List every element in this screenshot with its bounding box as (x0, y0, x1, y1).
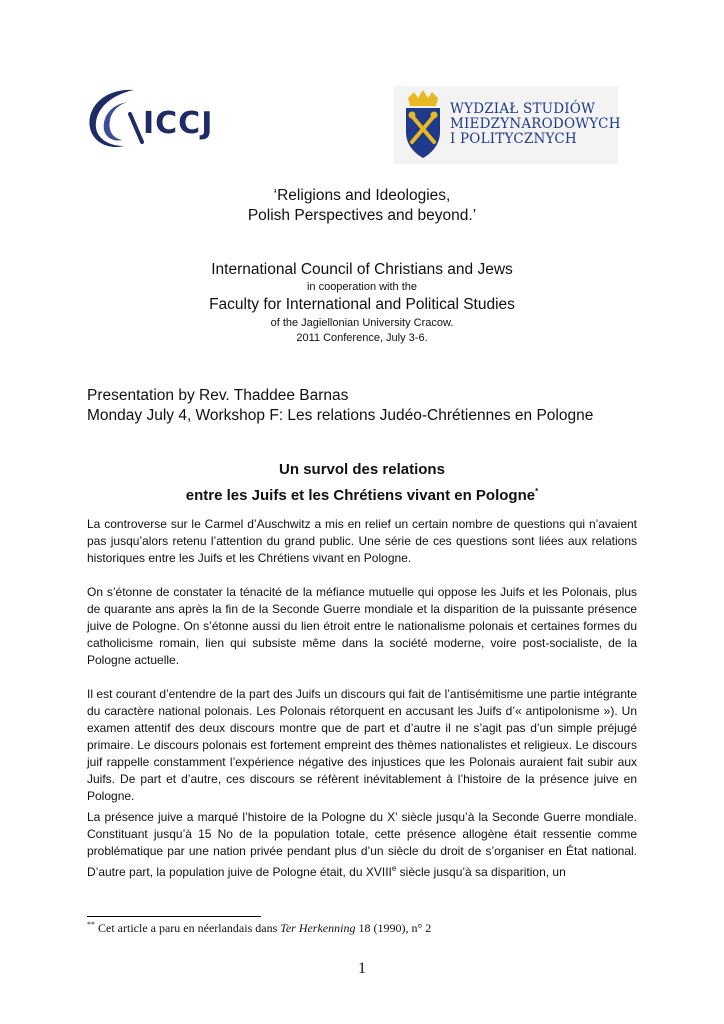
organizer-name: International Council of Christians and Jews (211, 261, 513, 278)
footnote-text: Cet article a paru en néerlandais dans (95, 921, 281, 935)
faculty-logo-text (450, 102, 621, 147)
faculty-logo-line: MIEDZYNARODOWYCH (450, 116, 621, 132)
faculty-logo-line: I POLITYCZNYCH (450, 131, 577, 147)
faculty-logo (394, 86, 621, 164)
paragraph: La controverse sur le Carmel d’Auschwitz a mis en relief un certain nombre de questions qui n’avaient pas jusqu’alors retenu l’attention du grand public. Une série de ces questions sont liées aux relations historiques entre les Juifs et les Chrétiens vivant en Pologne. (87, 517, 637, 565)
footnote-text: 18 (1990), n° 2 (355, 921, 432, 935)
university-name: of the Jagiellonian University Cracow. (270, 317, 454, 329)
cooperation-note: in cooperation with the (306, 281, 418, 293)
faculty-name: Faculty for International and Political Studies (209, 296, 515, 313)
journal-title: Ter Herkenning (280, 921, 356, 935)
conference-title-line: ‘Religions and Ideologies, (273, 187, 451, 204)
paragraph: On s’étonne de constater la ténacité de la méfiance mutuelle qui oppose les Juifs et les Polonais, plus de quarante ans après la fin de la Seconde Guerre mondiale et la disparition de la puissante présence juive de Pologne. On s’étonne aussi du lien étroit entre le nationalisme polonais et certaines formes du catholicisme romain, lien qui subsiste même dans la société moderne, voire post-socialiste, de la Pologne actuelle. (87, 585, 637, 667)
workshop-line: Monday July 4, Workshop F: Les relations Judéo-Chrétiennes en Pologne (87, 407, 594, 424)
article-title-line: Un survol des relations (279, 461, 445, 478)
superscript: e (391, 864, 397, 873)
footnote-mark: * (535, 487, 539, 496)
footnote (87, 920, 431, 936)
paragraph (87, 809, 637, 881)
paragraph-text: siècle jusqu’à sa disparition, un (396, 865, 566, 879)
footnote-divider (87, 916, 261, 917)
article-title-text: entre les Juifs et les Chrétiens vivant en Pologne (185, 487, 536, 504)
faculty-logo-line: WYDZIAŁ STUDIÓW (450, 101, 596, 117)
iccj-logo-text: ICCJ (143, 106, 214, 141)
presenter-line: Presentation by Rev. Thaddee Barnas (87, 387, 349, 404)
iccj-logo (84, 84, 234, 156)
conference-title-line: Polish Perspectives and beyond.’ (247, 207, 477, 224)
paragraph-text: La présence juive a marqué l’histoire de la Pologne du X’ siècle jusqu’à la Seconde Guerre mondiale. Constituant jusqu’à 15 No de la population totale, cette présence allogène était ressentie comme problématique par une nation privée pendant plus d’un siècle du droit de s’organiser en État national. D’autre part, la population juive de Pologne était, du XVIII (87, 810, 637, 879)
crest-icon (400, 90, 446, 160)
footnote-mark: ** (87, 920, 95, 929)
paragraph: Il est courant d’entendre de la part des Juifs un discours qui fait de l’antisémitisme une partie intégrante du caractère national polonais. Les Polonais rétorquent en accusant les Juifs d’« antipolonisme »). Un examen attentif des deux discours montre que de part et d’autre il ne s’agit pas d’un simple préjugé primaire. Le discours polonais est fortement empreint des thèmes nationalistes et religieux. Le discours juif rappelle constamment l’expérience négative des injustices que les Polonais auraient fait subir aux Juifs. De part et d’autre, ces discours se réfèrent inévitablement à l’histoire de la présence juive en Pologne. (87, 687, 637, 803)
conference-dates: 2011 Conference, July 3-6. (296, 332, 428, 344)
page-number: 1 (358, 960, 366, 977)
article-title-line (0, 482, 724, 506)
